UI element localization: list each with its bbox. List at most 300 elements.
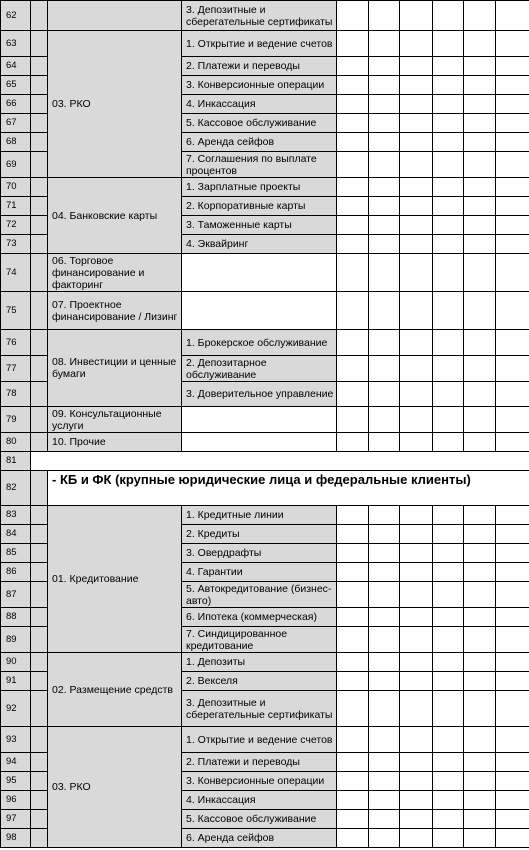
value-cell[interactable] xyxy=(369,407,400,433)
value-cell[interactable] xyxy=(464,197,496,216)
marker-cell xyxy=(31,563,48,582)
row-number: 87 xyxy=(1,582,31,608)
value-cell[interactable] xyxy=(433,829,464,848)
value-cell[interactable] xyxy=(433,691,464,727)
value-cell[interactable] xyxy=(400,627,433,653)
row-number: 69 xyxy=(1,152,31,178)
product-cell: 3. Конверсионные операции xyxy=(182,772,337,791)
value-cell[interactable] xyxy=(337,608,369,627)
marker-cell xyxy=(31,197,48,216)
marker-cell xyxy=(31,57,48,76)
product-cell: 5. Кассовое обслуживание xyxy=(182,114,337,133)
marker-cell xyxy=(31,672,48,691)
value-cell[interactable] xyxy=(369,76,400,95)
value-cell[interactable] xyxy=(496,810,529,829)
value-cell[interactable] xyxy=(464,653,496,672)
value-cell[interactable] xyxy=(464,382,496,407)
value-cell[interactable] xyxy=(433,544,464,563)
value-cell[interactable] xyxy=(400,407,433,433)
marker-cell xyxy=(31,471,48,506)
table-row xyxy=(1,506,529,525)
value-cell[interactable] xyxy=(464,407,496,433)
product-cell: 1. Зарплатные проекты xyxy=(182,178,337,197)
row-number: 66 xyxy=(1,95,31,114)
table-row xyxy=(1,254,529,292)
value-cell[interactable] xyxy=(496,382,529,407)
product-cell xyxy=(182,433,337,452)
product-cell: 7. Синдицированное кредитование xyxy=(182,627,337,653)
row-number: 98 xyxy=(1,829,31,848)
value-cell[interactable] xyxy=(400,653,433,672)
value-cell[interactable] xyxy=(337,356,369,382)
value-cell[interactable] xyxy=(369,31,400,57)
value-cell[interactable] xyxy=(464,356,496,382)
value-cell[interactable] xyxy=(400,810,433,829)
marker-cell xyxy=(31,772,48,791)
value-cell[interactable] xyxy=(400,506,433,525)
category-cell: 02. Размещение средств xyxy=(48,653,182,727)
value-cell[interactable] xyxy=(369,114,400,133)
value-cell[interactable] xyxy=(464,672,496,691)
product-cell xyxy=(182,292,337,330)
value-cell[interactable] xyxy=(400,114,433,133)
marker-cell xyxy=(31,133,48,152)
row-number: 78 xyxy=(1,382,31,407)
value-cell[interactable] xyxy=(400,544,433,563)
value-cell[interactable] xyxy=(464,753,496,772)
row-number: 91 xyxy=(1,672,31,691)
product-cell: 1. Депозиты xyxy=(182,653,337,672)
value-cell[interactable] xyxy=(400,1,433,31)
value-cell[interactable] xyxy=(337,691,369,727)
product-cell: 3. Овердрафты xyxy=(182,544,337,563)
value-cell[interactable] xyxy=(464,563,496,582)
value-cell[interactable] xyxy=(337,114,369,133)
value-cell[interactable] xyxy=(433,133,464,152)
row-number: 97 xyxy=(1,810,31,829)
product-cell: 1. Открытие и ведение счетов xyxy=(182,727,337,753)
product-cell: 3. Депозитные и сберегательные сертификаты xyxy=(182,691,337,727)
value-cell[interactable] xyxy=(369,216,400,235)
table-row xyxy=(1,433,529,452)
value-cell[interactable] xyxy=(369,691,400,727)
value-cell[interactable] xyxy=(464,216,496,235)
row-number: 81 xyxy=(1,452,31,471)
value-cell[interactable] xyxy=(337,772,369,791)
value-cell[interactable] xyxy=(400,330,433,356)
value-cell[interactable] xyxy=(464,1,496,31)
value-cell[interactable] xyxy=(464,829,496,848)
value-cell[interactable] xyxy=(400,292,433,330)
value-cell[interactable] xyxy=(400,76,433,95)
row-number: 85 xyxy=(1,544,31,563)
table-row xyxy=(1,407,529,433)
value-cell[interactable] xyxy=(337,57,369,76)
value-cell[interactable] xyxy=(400,356,433,382)
marker-cell xyxy=(31,691,48,727)
row-number: 84 xyxy=(1,525,31,544)
value-cell[interactable] xyxy=(337,582,369,608)
value-cell[interactable] xyxy=(464,133,496,152)
category-cell: 10. Прочие xyxy=(48,433,182,452)
value-cell[interactable] xyxy=(464,76,496,95)
value-cell[interactable] xyxy=(433,76,464,95)
value-cell[interactable] xyxy=(369,829,400,848)
product-cell: 2. Векселя xyxy=(182,672,337,691)
value-cell[interactable] xyxy=(400,582,433,608)
value-cell[interactable] xyxy=(496,608,529,627)
value-cell[interactable] xyxy=(464,57,496,76)
row-number: 63 xyxy=(1,31,31,57)
value-cell[interactable] xyxy=(464,114,496,133)
marker-cell xyxy=(31,254,48,292)
value-cell[interactable] xyxy=(400,727,433,753)
table-row xyxy=(1,452,529,471)
value-cell[interactable] xyxy=(369,506,400,525)
value-cell[interactable] xyxy=(369,810,400,829)
value-cell[interactable] xyxy=(337,216,369,235)
value-cell[interactable] xyxy=(337,95,369,114)
value-cell[interactable] xyxy=(464,95,496,114)
value-cell[interactable] xyxy=(496,57,529,76)
value-cell[interactable] xyxy=(433,1,464,31)
value-cell[interactable] xyxy=(400,829,433,848)
value-cell[interactable] xyxy=(464,433,496,452)
value-cell[interactable] xyxy=(337,1,369,31)
value-cell[interactable] xyxy=(433,330,464,356)
value-cell[interactable] xyxy=(400,57,433,76)
value-cell[interactable] xyxy=(433,57,464,76)
table-row xyxy=(1,727,529,753)
marker-cell xyxy=(31,407,48,433)
value-cell[interactable] xyxy=(337,563,369,582)
value-cell[interactable] xyxy=(369,672,400,691)
value-cell[interactable] xyxy=(400,178,433,197)
value-cell[interactable] xyxy=(400,152,433,178)
value-cell[interactable] xyxy=(369,791,400,810)
value-cell[interactable] xyxy=(496,76,529,95)
value-cell[interactable] xyxy=(496,330,529,356)
value-cell[interactable] xyxy=(369,356,400,382)
value-cell[interactable] xyxy=(369,653,400,672)
value-cell[interactable] xyxy=(369,330,400,356)
value-cell[interactable] xyxy=(369,627,400,653)
value-cell[interactable] xyxy=(337,407,369,433)
value-cell[interactable] xyxy=(400,133,433,152)
product-cell: 4. Инкассация xyxy=(182,95,337,114)
value-cell[interactable] xyxy=(337,254,369,292)
value-cell[interactable] xyxy=(433,235,464,254)
value-cell[interactable] xyxy=(496,525,529,544)
category-cell: 09. Консультационные услуги xyxy=(48,407,182,433)
product-cell: 1. Брокерское обслуживание xyxy=(182,330,337,356)
table-row xyxy=(1,178,529,197)
value-cell[interactable] xyxy=(337,235,369,254)
value-cell[interactable] xyxy=(369,727,400,753)
value-cell[interactable] xyxy=(464,254,496,292)
value-cell[interactable] xyxy=(337,727,369,753)
value-cell[interactable] xyxy=(337,627,369,653)
value-cell[interactable] xyxy=(464,772,496,791)
value-cell[interactable] xyxy=(433,178,464,197)
value-cell[interactable] xyxy=(337,653,369,672)
value-cell[interactable] xyxy=(369,235,400,254)
marker-cell xyxy=(31,753,48,772)
product-cell: 4. Гарантии xyxy=(182,563,337,582)
value-cell[interactable] xyxy=(369,525,400,544)
row-number: 96 xyxy=(1,791,31,810)
value-cell[interactable] xyxy=(433,672,464,691)
value-cell[interactable] xyxy=(369,563,400,582)
value-cell[interactable] xyxy=(496,653,529,672)
marker-cell xyxy=(31,216,48,235)
value-cell[interactable] xyxy=(496,1,529,31)
value-cell[interactable] xyxy=(433,114,464,133)
value-cell[interactable] xyxy=(369,57,400,76)
value-cell[interactable] xyxy=(400,672,433,691)
value-cell[interactable] xyxy=(433,197,464,216)
value-cell[interactable] xyxy=(464,330,496,356)
value-cell[interactable] xyxy=(433,382,464,407)
value-cell[interactable] xyxy=(337,433,369,452)
value-cell[interactable] xyxy=(400,525,433,544)
row-number: 75 xyxy=(1,292,31,330)
value-cell[interactable] xyxy=(369,772,400,791)
value-cell[interactable] xyxy=(496,235,529,254)
value-cell[interactable] xyxy=(433,31,464,57)
row-number: 94 xyxy=(1,753,31,772)
value-cell[interactable] xyxy=(496,791,529,810)
value-cell[interactable] xyxy=(369,582,400,608)
value-cell[interactable] xyxy=(496,292,529,330)
value-cell[interactable] xyxy=(496,197,529,216)
value-cell[interactable] xyxy=(369,1,400,31)
row-number: 77 xyxy=(1,356,31,382)
value-cell[interactable] xyxy=(464,506,496,525)
product-cell: 4. Инкассация xyxy=(182,791,337,810)
value-cell[interactable] xyxy=(433,292,464,330)
value-cell[interactable] xyxy=(369,544,400,563)
value-cell[interactable] xyxy=(496,753,529,772)
value-cell[interactable] xyxy=(433,433,464,452)
value-cell[interactable] xyxy=(433,582,464,608)
value-cell[interactable] xyxy=(496,582,529,608)
value-cell[interactable] xyxy=(400,753,433,772)
product-cell: 2. Платежи и переводы xyxy=(182,753,337,772)
value-cell[interactable] xyxy=(464,544,496,563)
row-number: 90 xyxy=(1,653,31,672)
value-cell[interactable] xyxy=(400,254,433,292)
value-cell[interactable] xyxy=(400,197,433,216)
row-number: 80 xyxy=(1,433,31,452)
value-cell[interactable] xyxy=(433,727,464,753)
value-cell[interactable] xyxy=(337,330,369,356)
row-number: 95 xyxy=(1,772,31,791)
value-cell[interactable] xyxy=(464,608,496,627)
value-cell[interactable] xyxy=(369,608,400,627)
value-cell[interactable] xyxy=(400,791,433,810)
value-cell[interactable] xyxy=(369,433,400,452)
marker-cell xyxy=(31,506,48,525)
value-cell[interactable] xyxy=(496,772,529,791)
value-cell[interactable] xyxy=(400,31,433,57)
table-row xyxy=(1,1,529,31)
value-cell[interactable] xyxy=(464,582,496,608)
value-cell[interactable] xyxy=(433,356,464,382)
marker-cell xyxy=(31,627,48,653)
value-cell[interactable] xyxy=(369,753,400,772)
value-cell[interactable] xyxy=(337,753,369,772)
value-cell[interactable] xyxy=(433,627,464,653)
value-cell[interactable] xyxy=(433,525,464,544)
marker-cell xyxy=(31,525,48,544)
value-cell[interactable] xyxy=(496,829,529,848)
value-cell[interactable] xyxy=(337,178,369,197)
value-cell[interactable] xyxy=(496,356,529,382)
value-cell[interactable] xyxy=(369,95,400,114)
value-cell[interactable] xyxy=(337,791,369,810)
marker-cell xyxy=(31,653,48,672)
value-cell[interactable] xyxy=(369,254,400,292)
marker-cell xyxy=(31,791,48,810)
marker-cell xyxy=(31,727,48,753)
value-cell[interactable] xyxy=(464,791,496,810)
value-cell[interactable] xyxy=(496,433,529,452)
value-cell[interactable] xyxy=(433,152,464,178)
category-cell: 06. Торговое финансирование и факторинг xyxy=(48,254,182,292)
value-cell[interactable] xyxy=(400,95,433,114)
value-cell[interactable] xyxy=(433,563,464,582)
value-cell[interactable] xyxy=(496,627,529,653)
value-cell[interactable] xyxy=(337,810,369,829)
value-cell[interactable] xyxy=(496,691,529,727)
value-cell[interactable] xyxy=(400,216,433,235)
row-number: 68 xyxy=(1,133,31,152)
product-cell: 2. Корпоративные карты xyxy=(182,197,337,216)
value-cell[interactable] xyxy=(464,810,496,829)
value-cell[interactable] xyxy=(369,178,400,197)
row-number: 70 xyxy=(1,178,31,197)
table-row xyxy=(1,292,529,330)
value-cell[interactable] xyxy=(464,31,496,57)
value-cell[interactable] xyxy=(337,152,369,178)
value-cell[interactable] xyxy=(337,382,369,407)
value-cell[interactable] xyxy=(464,178,496,197)
value-cell[interactable] xyxy=(496,178,529,197)
value-cell[interactable] xyxy=(464,292,496,330)
value-cell[interactable] xyxy=(337,197,369,216)
value-cell[interactable] xyxy=(464,691,496,727)
value-cell[interactable] xyxy=(337,292,369,330)
value-cell[interactable] xyxy=(496,563,529,582)
product-cell: 1. Открытие и ведение счетов xyxy=(182,31,337,57)
product-cell xyxy=(182,254,337,292)
value-cell[interactable] xyxy=(369,133,400,152)
value-cell[interactable] xyxy=(433,791,464,810)
table-row xyxy=(1,330,529,356)
value-cell[interactable] xyxy=(433,216,464,235)
value-cell[interactable] xyxy=(496,152,529,178)
value-cell[interactable] xyxy=(337,506,369,525)
value-cell[interactable] xyxy=(369,292,400,330)
table-row xyxy=(1,471,529,506)
marker-cell xyxy=(31,433,48,452)
category-cell: 08. Инвестиции и ценные бумаги xyxy=(48,330,182,407)
empty-spacer-cell xyxy=(31,452,529,471)
value-cell[interactable] xyxy=(496,727,529,753)
value-cell[interactable] xyxy=(433,95,464,114)
marker-cell xyxy=(31,235,48,254)
value-cell[interactable] xyxy=(337,672,369,691)
value-cell[interactable] xyxy=(496,506,529,525)
value-cell[interactable] xyxy=(496,95,529,114)
value-cell[interactable] xyxy=(464,235,496,254)
value-cell[interactable] xyxy=(337,133,369,152)
marker-cell xyxy=(31,544,48,563)
value-cell[interactable] xyxy=(496,114,529,133)
value-cell[interactable] xyxy=(400,563,433,582)
value-cell[interactable] xyxy=(496,672,529,691)
row-number: 74 xyxy=(1,254,31,292)
value-cell[interactable] xyxy=(464,727,496,753)
category-cell: 07. Проектное финансирование / Лизинг xyxy=(48,292,182,330)
value-cell[interactable] xyxy=(369,382,400,407)
product-cell: 4. Эквайринг xyxy=(182,235,337,254)
value-cell[interactable] xyxy=(464,525,496,544)
product-cell: 6. Аренда сейфов xyxy=(182,829,337,848)
value-cell[interactable] xyxy=(337,76,369,95)
marker-cell xyxy=(31,76,48,95)
marker-cell xyxy=(31,31,48,57)
row-number: 92 xyxy=(1,691,31,727)
value-cell[interactable] xyxy=(464,152,496,178)
value-cell[interactable] xyxy=(400,235,433,254)
value-cell[interactable] xyxy=(337,31,369,57)
value-cell[interactable] xyxy=(337,525,369,544)
marker-cell xyxy=(31,95,48,114)
value-cell[interactable] xyxy=(337,829,369,848)
value-cell[interactable] xyxy=(496,133,529,152)
marker-cell xyxy=(31,1,48,31)
value-cell[interactable] xyxy=(337,544,369,563)
value-cell[interactable] xyxy=(496,544,529,563)
value-cell[interactable] xyxy=(464,627,496,653)
value-cell[interactable] xyxy=(400,691,433,727)
value-cell[interactable] xyxy=(400,608,433,627)
value-cell[interactable] xyxy=(369,152,400,178)
value-cell[interactable] xyxy=(496,254,529,292)
value-cell[interactable] xyxy=(433,254,464,292)
value-cell[interactable] xyxy=(433,608,464,627)
value-cell[interactable] xyxy=(433,506,464,525)
product-cell: 1. Кредитные линии xyxy=(182,506,337,525)
value-cell[interactable] xyxy=(496,216,529,235)
value-cell[interactable] xyxy=(433,810,464,829)
value-cell[interactable] xyxy=(496,31,529,57)
value-cell[interactable] xyxy=(433,772,464,791)
value-cell[interactable] xyxy=(433,653,464,672)
row-number: 93 xyxy=(1,727,31,753)
value-cell[interactable] xyxy=(433,753,464,772)
marker-cell xyxy=(31,178,48,197)
value-cell[interactable] xyxy=(400,433,433,452)
value-cell[interactable] xyxy=(369,197,400,216)
value-cell[interactable] xyxy=(433,407,464,433)
value-cell[interactable] xyxy=(496,407,529,433)
value-cell[interactable] xyxy=(400,382,433,407)
value-cell[interactable] xyxy=(400,772,433,791)
product-cell: 3. Доверительное управление xyxy=(182,382,337,407)
